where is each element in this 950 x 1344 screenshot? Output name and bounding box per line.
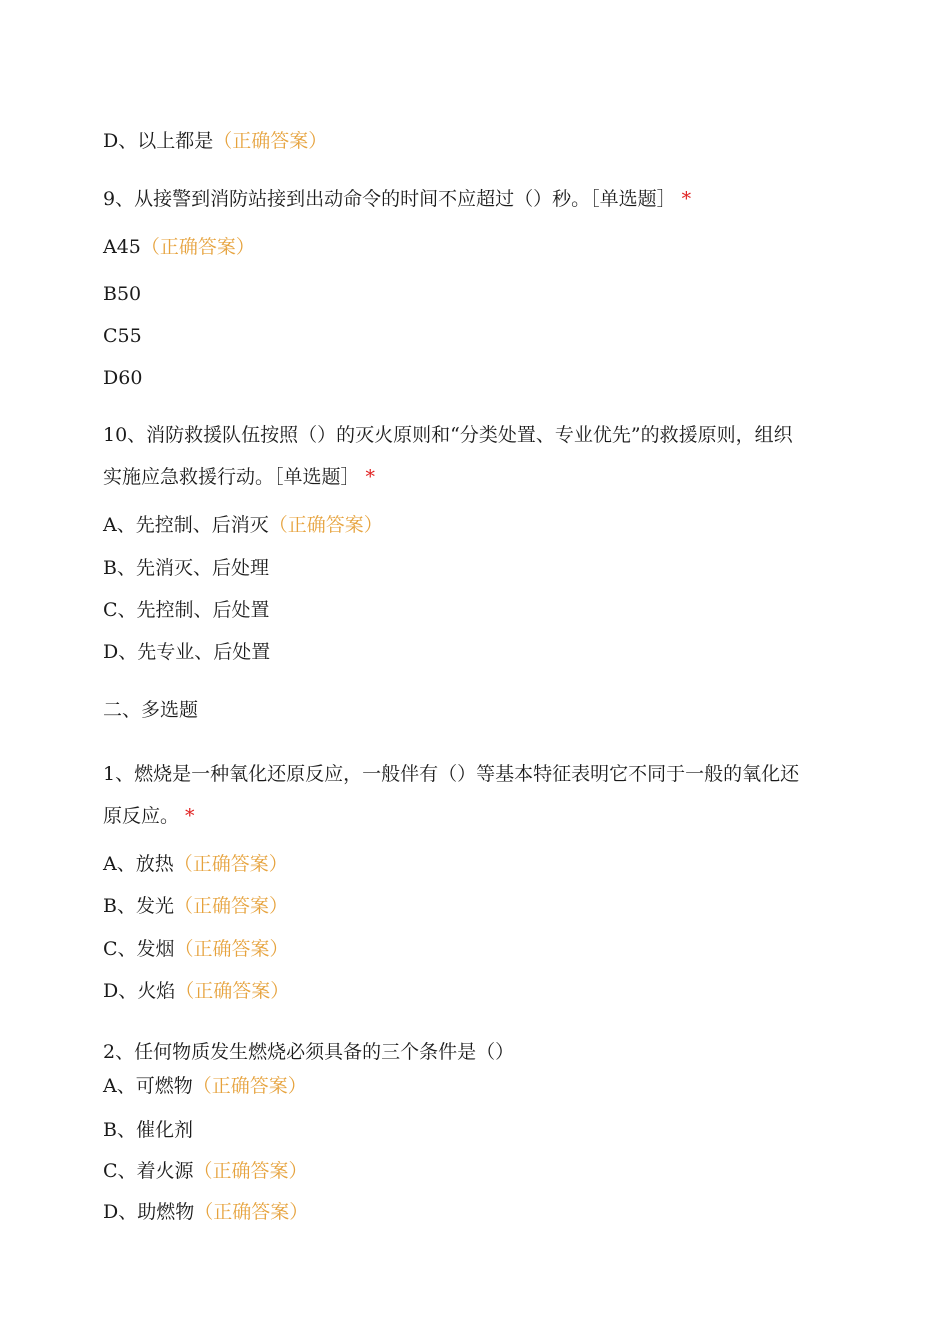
question-text: 10、消防救援队伍按照（）的灭火原则和“分类处置、专业优先”的救援原则，组织 [103,424,793,446]
option-m1-c [103,937,289,961]
option-text: B、催化剂 [103,1119,193,1141]
option-m2-a [103,1074,307,1098]
option-q9-a [103,235,255,259]
option-q10-b [103,556,269,580]
option-q9-b [103,282,141,306]
correct-answer-label: （正确答案） [174,938,289,960]
question-text: 原反应。 [103,805,180,827]
correct-answer-label: （正确答案） [175,980,290,1002]
question-10-line2 [103,465,375,489]
section-title-text: 二、多选题 [103,699,199,721]
question-text: 实施应急救援行动。［单选题］ [103,466,360,488]
option-text: A、先控制、后消灭 [103,514,269,536]
option-m2-c [103,1159,308,1183]
required-mark: * [365,466,376,488]
question-text: 1、燃烧是一种氧化还原反应，一般伴有（）等基本特征表明它不同于一般的氧化还 [103,763,800,785]
option-text: C、发烟 [103,938,175,960]
option-q9-d [103,366,142,390]
option-text: C、着火源 [103,1160,194,1182]
question-9 [103,187,691,211]
option-text: A、放热 [103,853,174,875]
multi-question-2 [103,1040,514,1064]
correct-answer-label: （正确答案） [192,1075,307,1097]
option-text: A45 [103,236,141,258]
option-text: A、可燃物 [103,1075,193,1097]
section-title [103,698,198,722]
option-text: D、助燃物 [103,1201,195,1223]
option-q10-c [103,598,270,622]
option-m1-d [103,979,289,1003]
option-text: D、以上都是 [103,130,214,152]
multi-question-1-line1 [103,762,799,786]
option-m1-b [103,894,288,918]
correct-answer-label: （正确答案） [140,236,255,258]
option-text: B、发光 [103,895,174,917]
option-text: D、火焰 [103,980,176,1002]
option-q10-d [103,640,270,664]
option-q10-a [103,513,383,537]
option-m2-b [103,1118,193,1142]
option-text: D60 [103,367,143,389]
option-text: B、先消灭、后处理 [103,557,269,579]
correct-answer-label: （正确答案） [193,1160,308,1182]
option-q9-c [103,324,142,348]
option-q8-d [103,129,327,153]
question-text: 2、任何物质发生燃烧必须具备的三个条件是（） [103,1041,515,1063]
correct-answer-label: （正确答案） [173,853,288,875]
question-text: 9、从接警到消防站接到出动命令的时间不应超过（）秒。［单选题］ [103,188,676,210]
multi-question-1-line2 [103,804,195,828]
option-text: B50 [103,283,142,305]
option-m1-a [103,852,288,876]
correct-answer-label: （正确答案） [213,130,328,152]
correct-answer-label: （正确答案） [194,1201,309,1223]
correct-answer-label: （正确答案） [173,895,288,917]
option-m2-d [103,1200,308,1224]
required-mark: * [185,805,195,827]
option-text: D、先专业、后处置 [103,641,271,663]
correct-answer-label: （正确答案） [268,514,383,536]
question-10-line1 [103,423,793,447]
required-mark: * [681,188,692,210]
option-text: C55 [103,325,142,347]
option-text: C、先控制、后处置 [103,599,270,621]
